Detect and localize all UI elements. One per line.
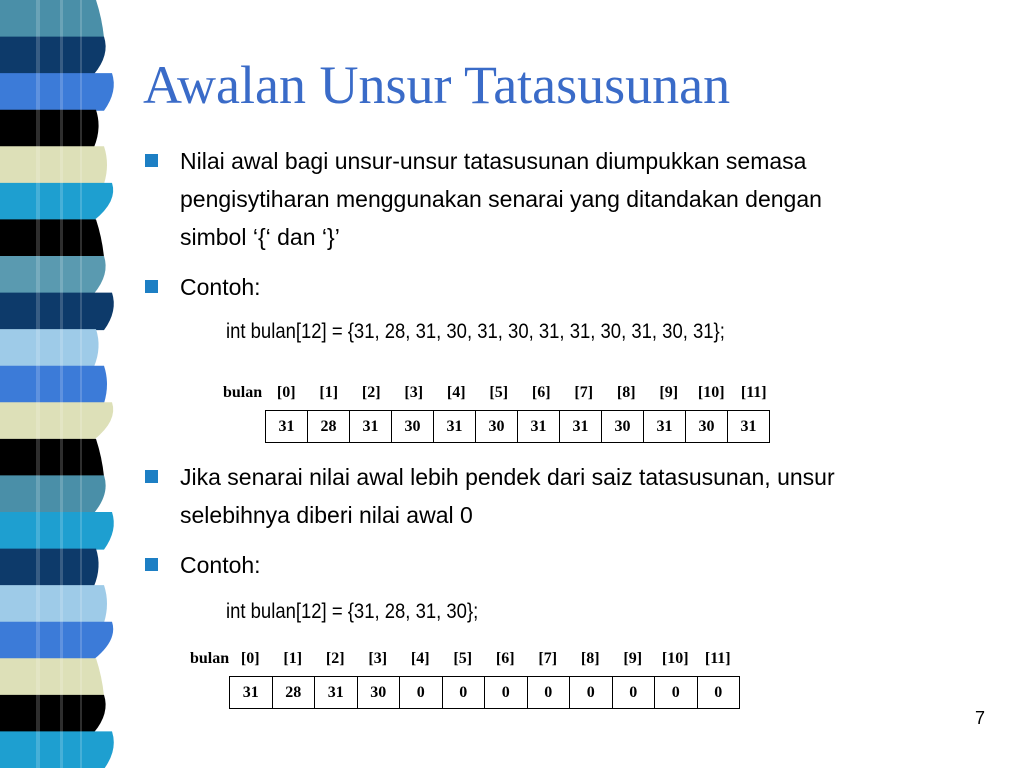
array-index-label: [0] xyxy=(240,650,260,667)
array-cell: 30 xyxy=(476,411,518,442)
array-index-label: [11] xyxy=(740,384,767,401)
bullet-2-line-1: Contoh: xyxy=(180,274,261,300)
array-cell: 28 xyxy=(273,677,316,708)
bullet-1-line-1: Nilai awal bagi unsur-unsur tatasusunan diumpukkan semasa xyxy=(180,148,807,174)
stripe-band xyxy=(0,183,113,221)
array-cell: 0 xyxy=(400,677,443,708)
array-cell: 31 xyxy=(350,411,392,442)
array-cell: 31 xyxy=(434,411,476,442)
array-index-label: [5] xyxy=(489,384,509,401)
array-index-label: [8] xyxy=(616,384,636,401)
stripe-band xyxy=(0,512,114,550)
array-cell: 31 xyxy=(518,411,560,442)
array-cell: 0 xyxy=(570,677,613,708)
bullet-4-line-1: Contoh: xyxy=(180,552,261,578)
array-index-label: [1] xyxy=(283,650,303,667)
bullet-square-icon xyxy=(145,470,158,483)
bullet-1-line-2: pengisytiharan menggunakan senarai yang ditandakan dengan xyxy=(180,186,822,212)
stripe-band xyxy=(0,622,113,660)
array-index-label: [2] xyxy=(325,650,345,667)
array-index-label: [4] xyxy=(446,384,466,401)
bullet-3-line-2: selebihnya diberi nilai awal 0 xyxy=(180,502,473,528)
array-index-label: [6] xyxy=(531,384,551,401)
stripe-band xyxy=(0,366,107,404)
array-index-label: [10] xyxy=(661,650,689,667)
array-cell: 30 xyxy=(392,411,434,442)
stripe-highlight xyxy=(36,0,40,768)
stripe-band xyxy=(0,731,114,768)
array-cell: 0 xyxy=(485,677,528,708)
page-number: 7 xyxy=(975,708,986,728)
stripe-band xyxy=(0,219,104,257)
array-index-label: [6] xyxy=(495,650,515,667)
array-index-label: [7] xyxy=(538,650,558,667)
array-cell: 0 xyxy=(698,677,741,708)
array-cell: 31 xyxy=(230,677,273,708)
stripe-band xyxy=(0,475,106,513)
array-2-name: bulan xyxy=(190,650,230,667)
stripe-band xyxy=(0,402,113,440)
array-cell: 31 xyxy=(266,411,308,442)
array-cell: 28 xyxy=(308,411,350,442)
array-index-label: [10] xyxy=(697,384,725,401)
decorative-stripe xyxy=(0,0,120,768)
array-1-name: bulan xyxy=(223,384,263,401)
array-cell: 31 xyxy=(560,411,602,442)
array-1-cells xyxy=(265,410,770,443)
array-index-label: [4] xyxy=(410,650,430,667)
bullet-square-icon xyxy=(145,280,158,293)
array-index-label: [11] xyxy=(704,650,731,667)
stripe-band xyxy=(0,256,106,294)
stripe-band xyxy=(0,585,107,623)
bullet-3-line-1: Jika senarai nilai awal lebih pendek dari saiz tatasusunan, unsur xyxy=(180,464,835,490)
array-index-label: [3] xyxy=(368,650,388,667)
array-index-label: [9] xyxy=(659,384,679,401)
stripe-highlight xyxy=(80,0,82,768)
stripe-band xyxy=(0,329,99,367)
stripe-band xyxy=(0,549,99,587)
array-cell: 30 xyxy=(358,677,401,708)
stripe-band xyxy=(0,73,114,111)
stripe-band xyxy=(0,695,106,733)
array-cell: 0 xyxy=(528,677,571,708)
array-cell: 0 xyxy=(613,677,656,708)
stripe-band xyxy=(0,146,107,184)
bullet-1-line-3: simbol ‘{‘ dan ‘}’ xyxy=(180,224,340,250)
array-2-cells xyxy=(229,676,740,709)
array-index-label: [3] xyxy=(404,384,424,401)
stripe-band xyxy=(0,658,104,696)
stripe-band xyxy=(0,439,104,477)
array-cell: 0 xyxy=(655,677,698,708)
stripe-band xyxy=(0,293,114,331)
stripe-highlight xyxy=(60,0,63,768)
array-index-label: [1] xyxy=(319,384,339,401)
array-index-label: [7] xyxy=(574,384,594,401)
array-cell: 31 xyxy=(315,677,358,708)
code-example-2: int bulan[12] = {31, 28, 31, 30}; xyxy=(226,600,479,623)
array-cell: 30 xyxy=(602,411,644,442)
array-cell: 31 xyxy=(644,411,686,442)
array-index-label: [0] xyxy=(276,384,296,401)
stripe-band xyxy=(0,37,106,75)
array-index-label: [8] xyxy=(580,650,600,667)
array-cell: 31 xyxy=(728,411,770,442)
stripe-band xyxy=(0,110,99,148)
bullet-square-icon xyxy=(145,154,158,167)
slide-title: Awalan Unsur Tatasusunan xyxy=(143,55,731,115)
array-index-label: [5] xyxy=(453,650,473,667)
array-index-label: [9] xyxy=(623,650,643,667)
array-cell: 30 xyxy=(686,411,728,442)
code-example-1: int bulan[12] = {31, 28, 31, 30, 31, 30, 31, 31, 30, 31, 30, 31}; xyxy=(226,320,725,343)
stripe-band xyxy=(0,0,104,38)
bullet-square-icon xyxy=(145,558,158,571)
array-cell: 0 xyxy=(443,677,486,708)
array-index-label: [2] xyxy=(361,384,381,401)
